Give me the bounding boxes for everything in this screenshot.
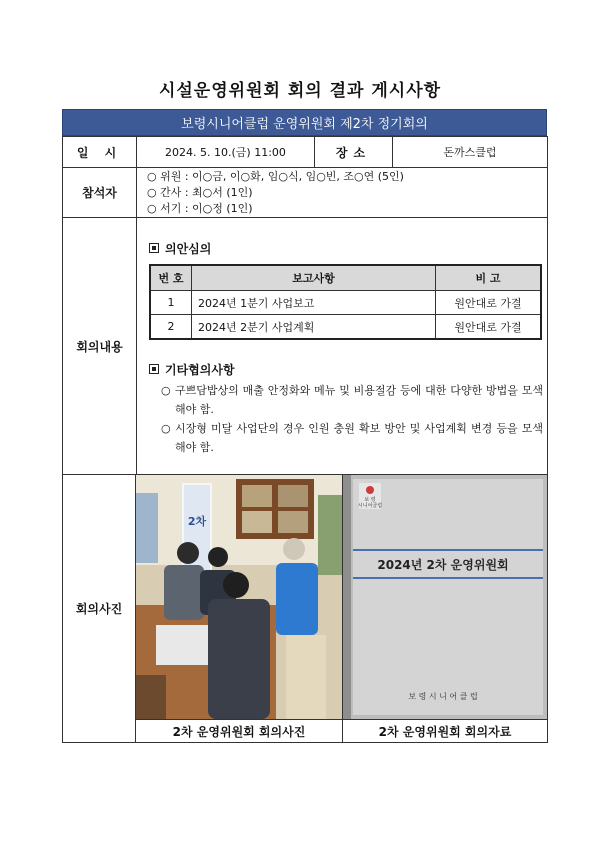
other-section-title — [149, 361, 235, 378]
svg-text:시니어클럽: 시니어클럽 — [357, 503, 383, 509]
document-title: 시설운영위원회 회의 결과 게시사항 — [158, 81, 442, 101]
header-num: 번 호 — [150, 265, 192, 291]
photo-images — [136, 475, 547, 720]
attendee-line: ○ 간사 : 최○서 (1인) — [147, 185, 253, 199]
date-label: 일 시 — [63, 137, 137, 167]
caption-row — [136, 720, 547, 742]
table-row — [150, 315, 541, 340]
row-item: 2024년 2분기 사업계획 — [192, 315, 436, 340]
square-bullet-icon — [149, 243, 159, 253]
other-item — [161, 381, 543, 419]
row-note: 원안대로 가결 — [436, 315, 542, 340]
table-row — [150, 291, 541, 315]
attendee-line: ○ 위원 : 이○금, 이○화, 임○식, 임○빈, 조○연 (5인) — [147, 169, 404, 183]
other-title-text: 기타협의사항 — [165, 363, 235, 377]
info-table — [62, 136, 548, 743]
agenda-table — [149, 264, 542, 340]
content-row — [63, 217, 547, 474]
date-row — [63, 137, 547, 167]
header-report: 보고사항 — [192, 265, 436, 291]
agenda-section-title — [149, 240, 211, 257]
row-note: 원안대로 가결 — [436, 291, 542, 315]
photo1-caption: 2차 운영위원회 회의사진 — [136, 720, 343, 742]
photo-label: 회의사진 — [63, 475, 136, 742]
meeting-photo — [136, 475, 343, 719]
photo-row — [63, 474, 547, 742]
header-note: 비 고 — [436, 265, 542, 291]
content-body — [137, 218, 547, 474]
other-item-text: 시장형 미달 사업단의 경우 인원 충원 확보 방안 및 사업계획 변경 등을 모색해야 함. — [175, 422, 543, 454]
other-item-text: 구쁘담밥상의 매출 안정화와 메뉴 및 비용절감 등에 대한 다양한 방법을 모색해야 함. — [175, 384, 543, 416]
attendees-list — [137, 168, 547, 217]
circle-bullet-icon: ○ — [161, 422, 171, 435]
square-bullet-icon — [149, 364, 159, 374]
date-value: 2024. 5. 10.(금) 11:00 — [137, 137, 315, 167]
circle-bullet-icon: ○ — [161, 384, 171, 397]
material-photo-image — [343, 475, 547, 719]
svg-text:보 령: 보 령 — [364, 497, 376, 503]
place-value: 돈까스클럽 — [443, 146, 497, 159]
attendees-label: 참석자 — [63, 168, 137, 217]
content-label: 회의내용 — [63, 218, 137, 474]
material-photo — [343, 475, 547, 719]
row-num: 1 — [150, 291, 192, 315]
row-item: 2024년 1분기 사업보고 — [192, 291, 436, 315]
svg-text:보 령 시 니 어 클 럽: 보 령 시 니 어 클 럽 — [408, 692, 478, 701]
row-num: 2 — [150, 315, 192, 340]
svg-text:2024년 2차 운영위원회: 2024년 2차 운영위원회 — [377, 558, 509, 572]
table-header-row — [150, 265, 541, 291]
place-label: 장소 — [315, 137, 393, 167]
photo2-caption: 2차 운영위원회 회의자료 — [378, 724, 512, 739]
other-item — [161, 419, 543, 457]
photo-area — [136, 475, 547, 742]
svg-text:2차: 2차 — [187, 515, 207, 528]
attendees-row — [63, 167, 547, 217]
attendee-line: ○ 서기 : 이○정 (1인) — [147, 201, 253, 215]
meeting-banner: 보령시니어클럽 운영위원회 제2차 정기회의 — [62, 109, 547, 136]
meeting-photo-image — [136, 475, 342, 719]
agenda-title-text: 의안심의 — [165, 242, 212, 256]
